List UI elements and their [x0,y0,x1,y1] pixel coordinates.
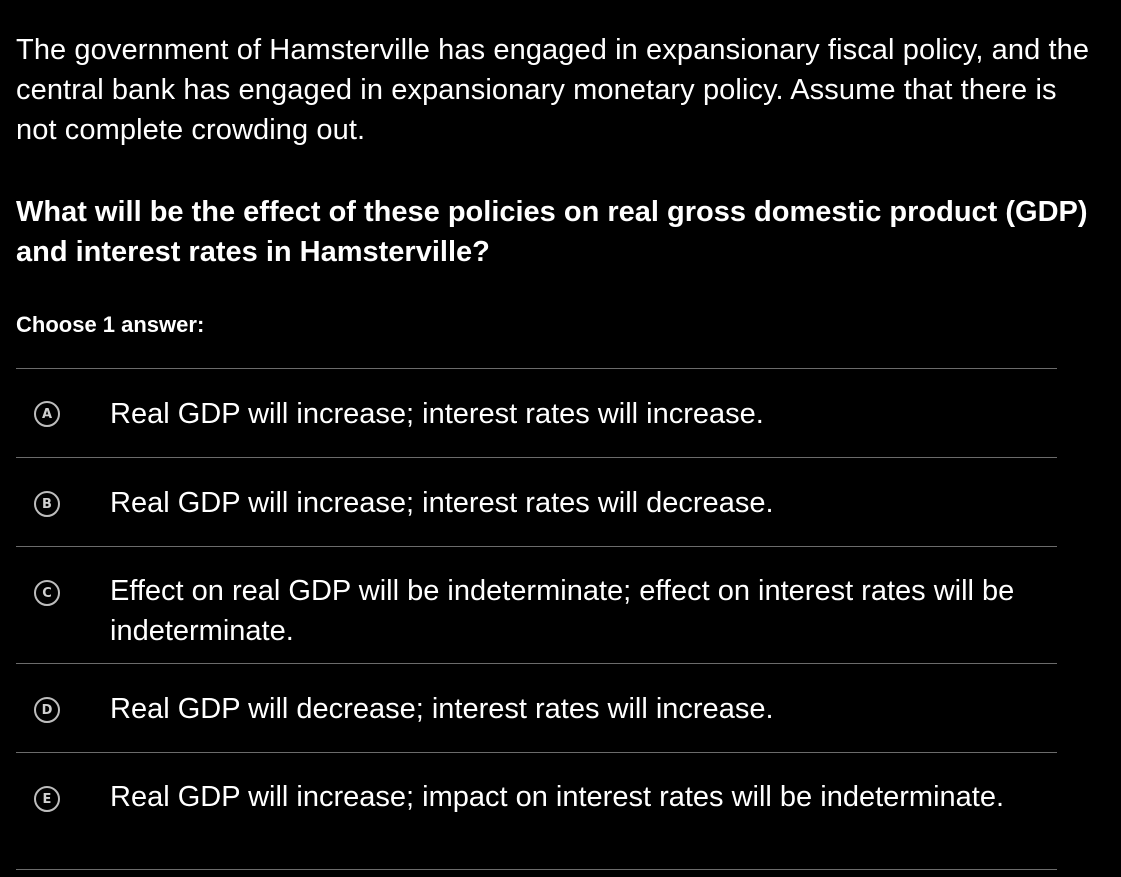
choice-c-radio[interactable]: C [34,580,60,606]
choice-e[interactable] [16,753,1057,869]
choice-b-radio[interactable]: B [34,491,60,517]
choice-d-label: Real GDP will decrease; interest rates will increase. [110,693,774,725]
answer-choices [16,368,1057,870]
choice-a-label: Real GDP will increase; interest rates will increase. [110,398,764,430]
choice-c[interactable] [16,547,1057,663]
choice-b[interactable] [16,458,1057,546]
choice-b-label: Real GDP will increase; interest rates will decrease. [110,487,774,519]
choice-e-label: Real GDP will increase; impact on interest rates will be indeterminate. [110,781,1005,813]
question-stem: What will be the effect of these policies on real gross domestic product (GDP) and interest rates in Hamsterville? [16,196,1088,268]
choice-divider [16,869,1057,870]
choice-a[interactable] [16,369,1057,457]
question-prompt: The government of Hamsterville has engaged in expansionary fiscal policy, and the central bank has engaged in expansionary monetary policy. Assume that there is not complete crowding out. [16,34,1090,146]
choice-d-radio[interactable]: D [34,697,60,723]
choice-a-radio[interactable]: A [34,401,60,427]
answer-instruction: Choose 1 answer: [16,312,205,337]
choice-c-label: Effect on real GDP will be indeterminate; effect on interest rates will be indeterminate. [110,575,1015,647]
choice-e-radio[interactable]: E [34,786,60,812]
choice-d[interactable] [16,664,1057,752]
